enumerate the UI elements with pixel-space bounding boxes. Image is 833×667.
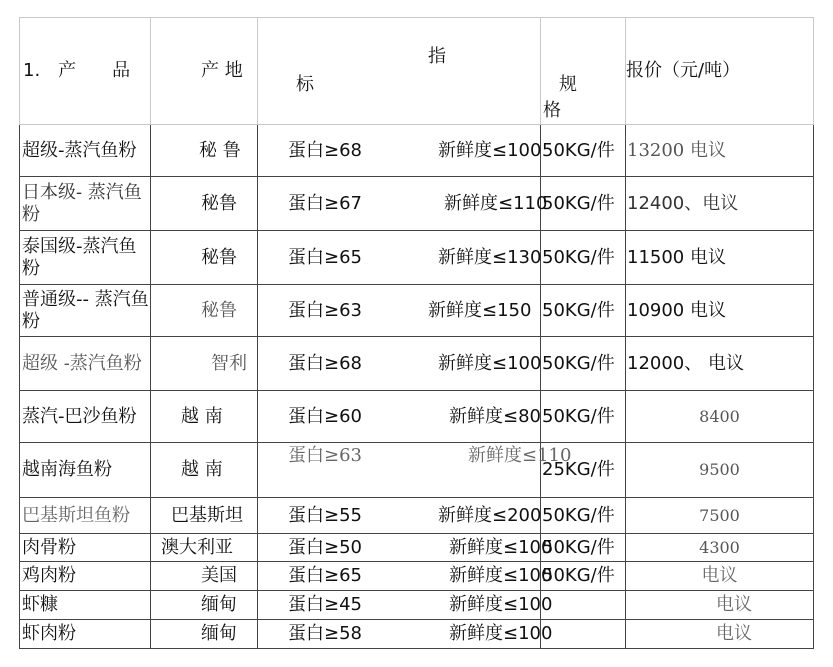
product-cell: 日本级- 蒸汽鱼粉 xyxy=(20,177,151,231)
index-cell xyxy=(258,534,553,562)
index-cell xyxy=(258,498,541,534)
protein-value: 蛋白≥68 xyxy=(288,139,362,161)
origin-cell: 缅甸 xyxy=(151,591,258,620)
protein-value: 蛋白≥50 xyxy=(288,536,362,558)
freshness-value: 新鲜度≤100 xyxy=(449,536,553,558)
header-row xyxy=(20,18,814,125)
origin-cell: 智利 xyxy=(151,337,258,391)
protein-value: 蛋白≥63 xyxy=(288,299,362,321)
price-cell: 4300 xyxy=(626,534,814,562)
price-cell: 9500 xyxy=(626,443,814,498)
spec-cell xyxy=(541,620,626,649)
index-cell xyxy=(258,285,541,337)
index-cell xyxy=(258,620,553,649)
price-cell: 13200 电议 xyxy=(626,125,814,177)
header-price-label: 报价（元/吨） xyxy=(626,60,741,81)
index-cell xyxy=(258,391,541,443)
spec-cell: 50KG/件 xyxy=(541,125,626,177)
header-origin xyxy=(151,18,258,125)
product-cell: 虾糠 xyxy=(20,591,151,620)
protein-value: 蛋白≥63 xyxy=(288,445,362,466)
spec-cell: 50KG/件 xyxy=(541,337,626,391)
price-cell: 电议 xyxy=(626,562,814,591)
index-cell xyxy=(258,231,541,285)
table-row xyxy=(20,534,814,562)
price-cell: 8400 xyxy=(626,391,814,443)
spec-cell: 25KG/件 xyxy=(541,443,626,498)
header-size-top: 规 xyxy=(559,74,577,95)
product-cell: 越南海鱼粉 xyxy=(20,443,151,498)
price-cell: 电议 xyxy=(626,591,814,620)
header-spec xyxy=(258,18,541,125)
protein-value: 蛋白≥65 xyxy=(288,246,362,268)
protein-value: 蛋白≥60 xyxy=(288,405,362,427)
protein-value: 蛋白≥67 xyxy=(288,192,362,214)
price-cell: 11500 电议 xyxy=(626,231,814,285)
origin-cell: 秘 鲁 xyxy=(151,125,258,177)
header-spec-top: 指 xyxy=(428,46,446,67)
index-cell xyxy=(258,443,572,498)
origin-cell: 巴基斯坦 xyxy=(151,498,258,534)
header-size xyxy=(541,18,626,125)
freshness-value: 新鲜度≤110 xyxy=(468,445,572,466)
header-product xyxy=(20,18,151,125)
protein-value: 蛋白≥68 xyxy=(288,352,362,374)
freshness-value: 新鲜度≤80 xyxy=(449,405,541,427)
origin-cell: 缅甸 xyxy=(151,620,258,649)
table-row xyxy=(20,620,814,649)
spec-cell xyxy=(541,591,626,620)
price-cell: 12000、 电议 xyxy=(626,337,814,391)
freshness-value: 新鲜度≤150 xyxy=(428,299,532,321)
product-cell: 泰国级-蒸汽鱼粉 xyxy=(20,231,151,285)
table-row xyxy=(20,591,814,620)
spec-cell: 50KG/件 xyxy=(541,177,626,231)
product-cell: 超级-蒸汽鱼粉 xyxy=(20,125,151,177)
protein-value: 蛋白≥58 xyxy=(288,623,362,644)
header-price xyxy=(626,18,814,125)
price-cell: 电议 xyxy=(626,620,814,649)
index-cell xyxy=(258,337,541,391)
header-spec-bottom: 标 xyxy=(296,74,314,95)
freshness-value: 新鲜度≤100 xyxy=(438,352,542,374)
freshness-value: 新鲜度≤100 xyxy=(449,623,553,644)
protein-value: 蛋白≥55 xyxy=(288,504,362,526)
freshness-value: 新鲜度≤110 xyxy=(444,192,548,214)
spec-cell: 50KG/件 xyxy=(541,231,626,285)
table-row xyxy=(20,337,814,391)
product-cell: 鸡肉粉 xyxy=(20,562,151,591)
protein-value: 蛋白≥45 xyxy=(288,594,362,615)
index-cell xyxy=(258,125,541,177)
table-row xyxy=(20,562,814,591)
table-row xyxy=(20,231,814,285)
price-cell: 10900 电议 xyxy=(626,285,814,337)
spec-cell: 50KG/件 xyxy=(541,285,626,337)
spec-cell: 50KG/件 xyxy=(541,391,626,443)
freshness-value: 新鲜度≤100 xyxy=(438,139,542,161)
index-cell xyxy=(258,562,553,591)
freshness-value: 新鲜度≤100 xyxy=(449,565,553,586)
origin-cell: 美国 xyxy=(151,562,258,591)
origin-cell: 越 南 xyxy=(151,391,258,443)
origin-cell: 秘鲁 xyxy=(151,177,258,231)
price-cell: 7500 xyxy=(626,498,814,534)
freshness-value: 新鲜度≤200 xyxy=(438,504,542,526)
table-row xyxy=(20,391,814,443)
price-cell: 12400、电议 xyxy=(626,177,814,231)
origin-cell: 越 南 xyxy=(151,443,258,498)
origin-cell: 澳大利亚 xyxy=(151,534,258,562)
header-size-bottom: 格 xyxy=(543,100,561,121)
spec-cell: 50KG/件 xyxy=(541,534,626,562)
freshness-value: 新鲜度≤100 xyxy=(449,594,553,615)
product-cell: 普通级-- 蒸汽鱼粉 xyxy=(20,285,151,337)
header-product-label: 1. 产 品 xyxy=(23,60,131,81)
table-row xyxy=(20,498,814,534)
table-row xyxy=(20,285,814,337)
origin-cell: 秘鲁 xyxy=(151,231,258,285)
price-table xyxy=(19,17,814,649)
spec-cell: 50KG/件 xyxy=(541,498,626,534)
index-cell xyxy=(258,591,553,620)
product-cell: 巴基斯坦鱼粉 xyxy=(20,498,151,534)
product-cell: 超级 -蒸汽鱼粉 xyxy=(20,337,151,391)
table-row xyxy=(20,125,814,177)
product-cell: 肉骨粉 xyxy=(20,534,151,562)
product-cell: 虾肉粉 xyxy=(20,620,151,649)
product-cell: 蒸汽-巴沙鱼粉 xyxy=(20,391,151,443)
header-origin-label: 产 地 xyxy=(201,60,243,81)
table-row xyxy=(20,443,814,498)
origin-cell: 秘鲁 xyxy=(151,285,258,337)
index-cell xyxy=(258,177,548,231)
table-row xyxy=(20,177,814,231)
spec-cell: 50KG/件 xyxy=(541,562,626,591)
protein-value: 蛋白≥65 xyxy=(288,565,362,586)
freshness-value: 新鲜度≤130 xyxy=(438,246,542,268)
